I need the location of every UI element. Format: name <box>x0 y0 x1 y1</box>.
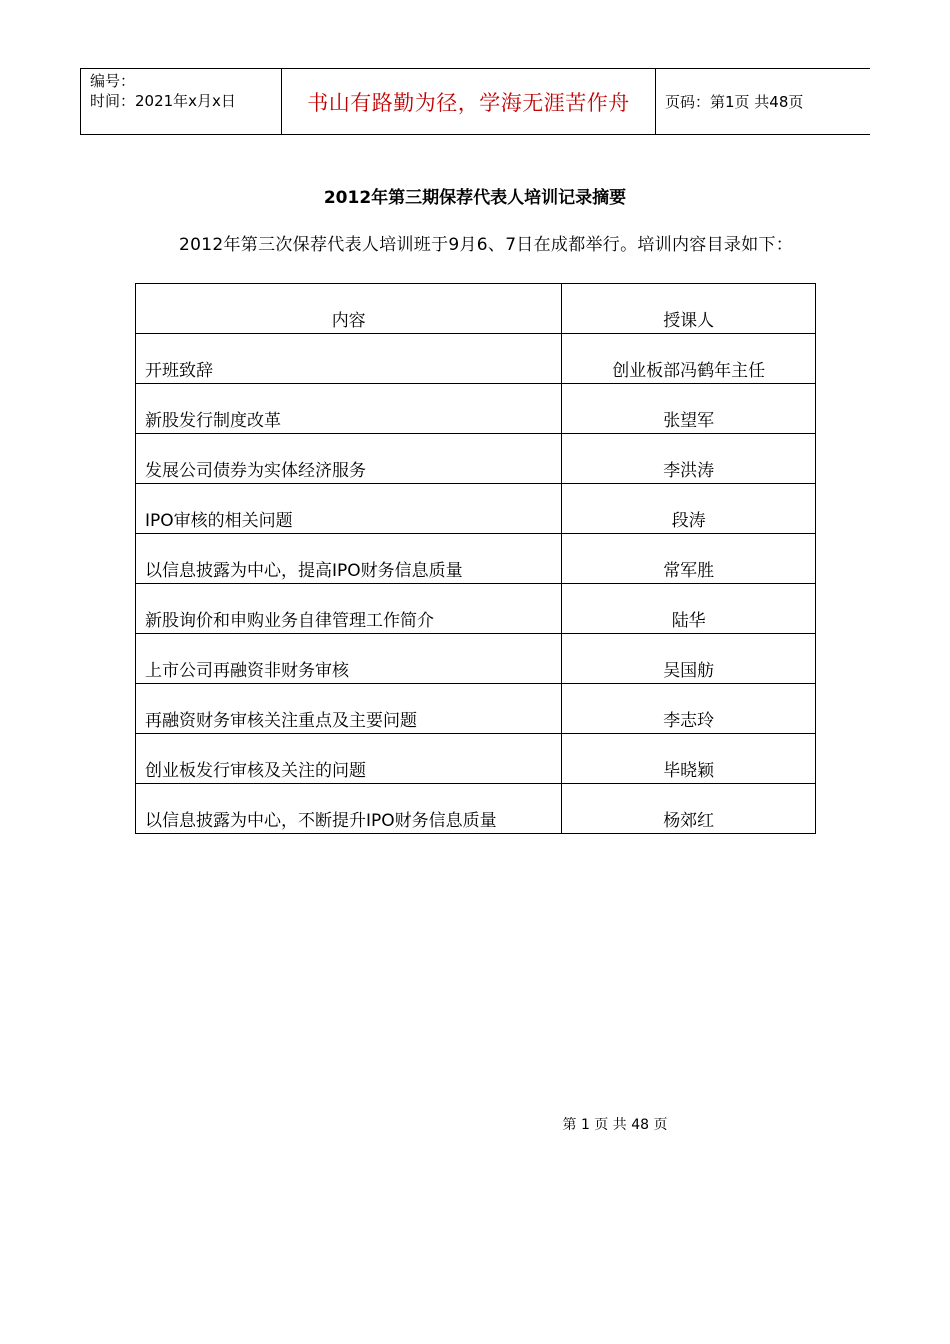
row-lecturer: 常军胜 <box>562 534 816 584</box>
row-lecturer: 段涛 <box>562 484 816 534</box>
row-lecturer: 吴国舫 <box>562 634 816 684</box>
table-row <box>136 734 816 784</box>
row-topic: 上市公司再融资非财务审核 <box>136 634 562 684</box>
row-lecturer: 李志玲 <box>562 684 816 734</box>
table-row <box>136 784 816 834</box>
table-header-row <box>136 284 816 334</box>
number-label: 编号： <box>90 72 136 90</box>
agenda-table <box>135 283 816 834</box>
header-meta <box>81 69 282 134</box>
row-topic: 以信息披露为中心，提高IPO财务信息质量 <box>136 534 562 584</box>
table-row <box>136 634 816 684</box>
row-lecturer: 李洪涛 <box>562 434 816 484</box>
table-row <box>136 584 816 634</box>
row-topic: IPO审核的相关问题 <box>136 484 562 534</box>
table-row <box>136 434 816 484</box>
row-topic: 开班致辞 <box>136 334 562 384</box>
header-page-code: 页码：第1页 共48页 <box>665 93 804 111</box>
row-lecturer: 创业板部冯鹤年主任 <box>562 334 816 384</box>
row-topic: 以信息披露为中心，不断提升IPO财务信息质量 <box>136 784 562 834</box>
page-header <box>80 68 870 135</box>
table-row <box>136 334 816 384</box>
row-topic: 创业板发行审核及关注的问题 <box>136 734 562 784</box>
table-row <box>136 684 816 734</box>
row-topic: 新股询价和申购业务自律管理工作简介 <box>136 584 562 634</box>
header-content: 内容 <box>136 284 562 334</box>
row-lecturer: 张望军 <box>562 384 816 434</box>
header-motto: 书山有路勤为径，学海无涯苦作舟 <box>282 69 656 134</box>
document-title: 2012年第三期保荐代表人培训记录摘要 <box>323 188 627 208</box>
time-label: 时间：2021年x月x日 <box>90 92 236 110</box>
table-row <box>136 534 816 584</box>
page-footer: 第 1 页 共 48 页 <box>562 1117 668 1133</box>
row-lecturer: 杨郊红 <box>562 784 816 834</box>
row-lecturer: 毕晓颖 <box>562 734 816 784</box>
row-topic: 发展公司债券为实体经济服务 <box>136 434 562 484</box>
row-lecturer: 陆华 <box>562 584 816 634</box>
row-topic: 再融资财务审核关注重点及主要问题 <box>136 684 562 734</box>
row-topic: 新股发行制度改革 <box>136 384 562 434</box>
header-lecturer: 授课人 <box>562 284 816 334</box>
table-row <box>136 484 816 534</box>
intro-paragraph: 2012年第三次保荐代表人培训班于9月6、7日在成都举行。培训内容目录如下： <box>179 235 794 255</box>
table-row <box>136 384 816 434</box>
